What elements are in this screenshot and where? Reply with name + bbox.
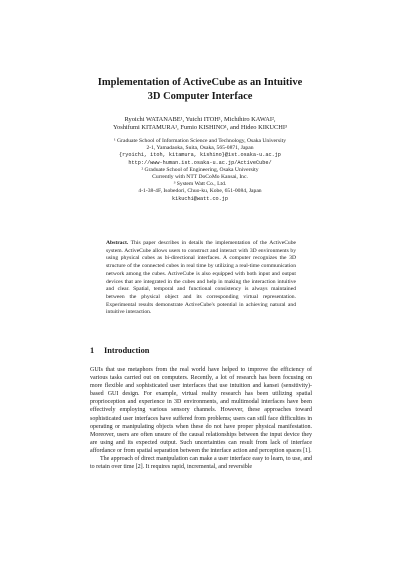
authors-line-1: Ryoichi WATANABE¹, Yuichi ITOH¹, Michihiro KAWAI², <box>124 116 276 123</box>
affiliation-line: 4-1-38-4F, Isobedori, Chuo-ku, Kobe, 651-0084, Japan <box>138 188 262 195</box>
authors-line-2: Yoshifumi KITAMURA¹, Fumio KISHINO¹, and Hideo KIKUCHI³ <box>113 124 287 132</box>
title-line-1: Implementation of ActiveCube as an Intuitive <box>97 77 303 88</box>
affiliation-url: http://www-human.ist.osaka-u.ac.jp/ActiveCube/ <box>128 159 272 166</box>
section-number: 1 <box>90 346 95 355</box>
paper-title <box>60 76 340 104</box>
author-list <box>60 116 340 133</box>
affiliations <box>60 138 340 203</box>
abstract-text: This paper describes in details the implementation of the ActiveCube system. ActiveCube allows users to construct and interact with 3D environments by using physical cubes as bi-directional interfaces. A computer recognizes the 3D structure of the connected cubes in real time by utilizing a real-time communication network among the cubes. ActiveCube is also equipped with both input and output devices that are integrated in the cubes and help in making the interaction intuitive and clear. Spatial, temporal and functional consistency is always maintained between the physical object and its corresponding virtual representation. Experimental results demonstrate ActiveCube's potential in achieving natural and intuitive interaction. <box>106 240 296 316</box>
affiliation-email: kikuchi@watt.co.jp <box>171 195 229 202</box>
abstract-label: Abstract. <box>106 240 129 246</box>
affiliation-line: 2-1, Yamadaoka, Suita, Osaka, 565-0871, Japan <box>146 145 254 152</box>
section-title: Introduction <box>104 346 150 355</box>
abstract <box>106 240 296 317</box>
paragraph: GUIs that use metaphors from the real world have helped to improve the efficiency of various tasks carried out on computers. Recently, a lot of research has been focusing on more flexible and sophisticated user interfaces that use intuition and kansei (sensitivity)-based GUI design. For example, virtual reality research has been utilizing spatial proprioception and experience in 3D environments, and multimodal interfaces have been effectively employing various sensory channels. However, these approaches toward sophisticated user interfaces have suffered from problems; users can still face difficulties in operating or manipulating objects when these do not have proper physical manifestation. Moreover, users are often unsure of the causal relationships between the input device they are using and its expected output. Such uncertainties can result from lack of interface affordance or from spatial separation between the interface action and perception spaces [1]. <box>90 367 312 454</box>
paragraph: The approach of direct manipulation can make a user interface easy to learn, to use, and to retain over time [2]. It requires rapid, incremental, and reversible <box>90 456 312 471</box>
affiliation-line: Currently with NTT DoCoMo Kansai, Inc. <box>152 174 248 181</box>
body-text <box>90 366 312 471</box>
section-heading <box>90 346 149 355</box>
affiliation-line: ³ System Watt Co., Ltd. <box>173 181 227 188</box>
affiliation-email: {ryoichi, itoh, kitamura, kishino}@ist.osaka-u.ac.jp <box>119 152 281 159</box>
affiliation-line: ² Graduate School of Engineering, Osaka University <box>141 166 259 173</box>
title-line-2: 3D Computer Interface <box>147 91 253 102</box>
affiliation-line: ¹ Graduate School of Information Science and Technology, Osaka University <box>113 138 286 144</box>
